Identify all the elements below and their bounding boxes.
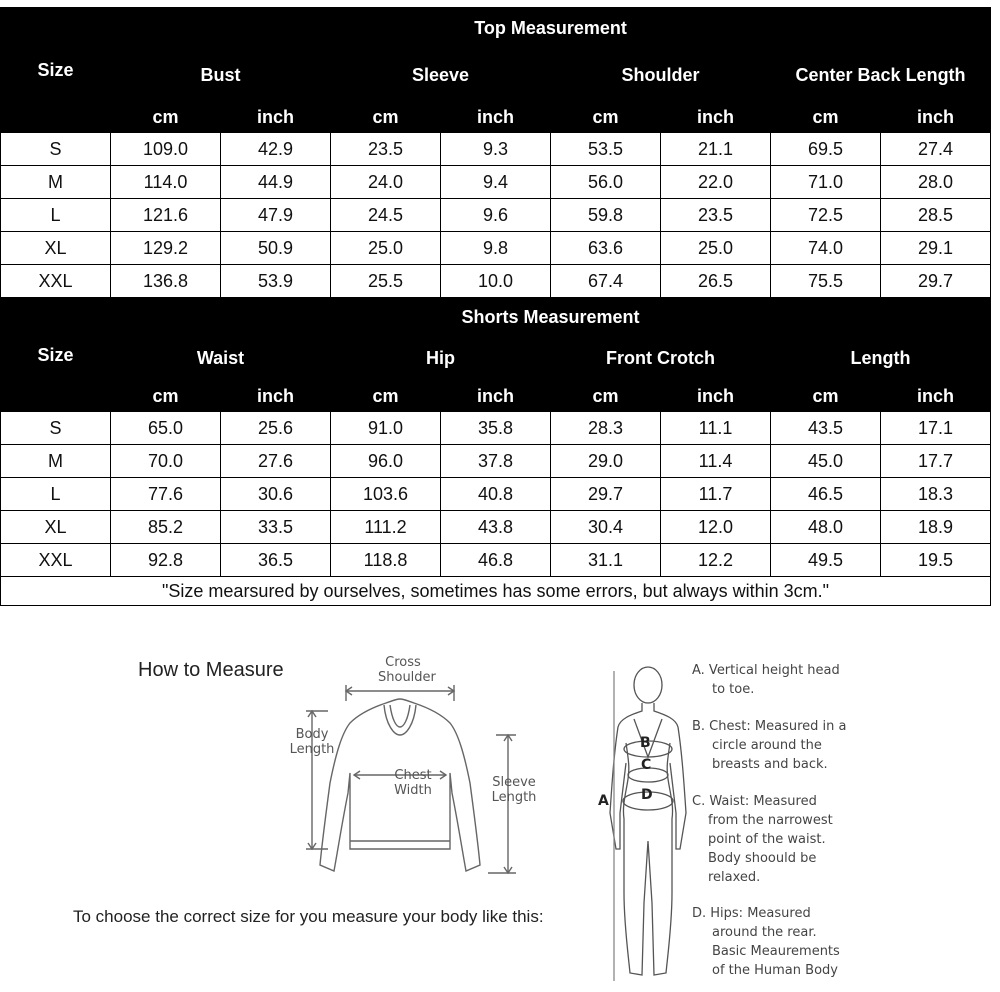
value-cell: 21.1 — [661, 133, 771, 166]
unit-header: inch — [661, 102, 771, 133]
value-cell: 29.1 — [881, 232, 991, 265]
value-cell: 46.8 — [441, 544, 551, 577]
value-cell: 74.0 — [771, 232, 881, 265]
description-line: circle around the — [712, 738, 822, 753]
label-line: Length — [289, 742, 335, 757]
letter-c-label: C — [641, 757, 652, 773]
value-cell: 43.5 — [771, 412, 881, 445]
table-row — [1, 544, 991, 577]
table-title: Shorts Measurement — [111, 299, 991, 336]
body-length-label — [284, 727, 340, 757]
value-cell: 46.5 — [771, 478, 881, 511]
value-cell: 28.0 — [881, 166, 991, 199]
value-cell: 49.5 — [771, 544, 881, 577]
size-cell: L — [1, 199, 111, 232]
value-cell: 63.6 — [551, 232, 661, 265]
value-cell: 118.8 — [331, 544, 441, 577]
description-line: A. Vertical height head — [692, 663, 840, 678]
value-cell: 70.0 — [111, 445, 221, 478]
value-cell: 45.0 — [771, 445, 881, 478]
description-c — [692, 792, 833, 887]
value-cell: 28.3 — [551, 412, 661, 445]
size-cell: XL — [1, 232, 111, 265]
value-cell: 17.7 — [881, 445, 991, 478]
value-cell: 28.5 — [881, 199, 991, 232]
letter-b-label: B — [640, 735, 651, 751]
value-cell: 72.5 — [771, 199, 881, 232]
value-cell: 56.0 — [551, 166, 661, 199]
shorts-table-body — [1, 412, 991, 577]
unit-header: inch — [661, 381, 771, 412]
value-cell: 12.2 — [661, 544, 771, 577]
value-cell: 12.0 — [661, 511, 771, 544]
sleeve-length-label — [486, 775, 542, 805]
value-cell: 69.5 — [771, 133, 881, 166]
how-to-measure-section — [0, 645, 1000, 992]
unit-header: cm — [551, 102, 661, 133]
value-cell: 40.8 — [441, 478, 551, 511]
unit-header: inch — [441, 102, 551, 133]
value-cell: 23.5 — [661, 199, 771, 232]
value-cell: 109.0 — [111, 133, 221, 166]
table-row — [1, 133, 991, 166]
label-line: Shoulder — [378, 670, 436, 685]
size-cell: M — [1, 445, 111, 478]
unit-header: inch — [221, 381, 331, 412]
value-cell: 9.3 — [441, 133, 551, 166]
column-group-header: Hip — [331, 336, 551, 381]
cross-shoulder-label — [378, 655, 436, 685]
table-row — [1, 232, 991, 265]
value-cell: 26.5 — [661, 265, 771, 298]
value-cell: 43.8 — [441, 511, 551, 544]
description-line: breasts and back. — [712, 757, 828, 772]
top-table-body — [1, 133, 991, 298]
table-row — [1, 412, 991, 445]
size-chart — [0, 7, 990, 606]
value-cell: 30.6 — [221, 478, 331, 511]
table-title: Top Measurement — [111, 8, 991, 49]
label-line: Body — [295, 727, 329, 742]
description-line: B. Chest: Measured in a — [692, 719, 847, 734]
value-cell: 35.8 — [441, 412, 551, 445]
value-cell: 85.2 — [111, 511, 221, 544]
value-cell: 129.2 — [111, 232, 221, 265]
value-cell: 25.0 — [331, 232, 441, 265]
description-line: point of the waist. — [708, 832, 826, 847]
value-cell: 10.0 — [441, 265, 551, 298]
value-cell: 27.4 — [881, 133, 991, 166]
value-cell: 59.8 — [551, 199, 661, 232]
value-cell: 11.4 — [661, 445, 771, 478]
value-cell: 25.0 — [661, 232, 771, 265]
value-cell: 121.6 — [111, 199, 221, 232]
size-cell: L — [1, 478, 111, 511]
size-cell: XL — [1, 511, 111, 544]
value-cell: 111.2 — [331, 511, 441, 544]
value-cell: 29.7 — [881, 265, 991, 298]
value-cell: 67.4 — [551, 265, 661, 298]
value-cell: 37.8 — [441, 445, 551, 478]
value-cell: 30.4 — [551, 511, 661, 544]
value-cell: 53.5 — [551, 133, 661, 166]
value-cell: 53.9 — [221, 265, 331, 298]
value-cell: 114.0 — [111, 166, 221, 199]
value-cell: 33.5 — [221, 511, 331, 544]
table-row — [1, 265, 991, 298]
size-cell: XXL — [1, 265, 111, 298]
unit-header: cm — [771, 102, 881, 133]
letter-a-label: A — [598, 793, 609, 809]
value-cell: 47.9 — [221, 199, 331, 232]
value-cell: 17.1 — [881, 412, 991, 445]
measurement-note: "Size mearsured by ourselves, sometimes has some errors, but always within 3cm." — [1, 577, 991, 606]
column-group-header: Waist — [111, 336, 331, 381]
description-line: Basic Meaurements — [712, 944, 840, 959]
size-cell: M — [1, 166, 111, 199]
value-cell: 23.5 — [331, 133, 441, 166]
body-figure-icon — [590, 653, 690, 988]
top-measurement-table — [0, 7, 991, 298]
value-cell: 25.6 — [221, 412, 331, 445]
value-cell: 50.9 — [221, 232, 331, 265]
value-cell: 25.5 — [331, 265, 441, 298]
description-line: D. Hips: Measured — [692, 906, 811, 921]
value-cell: 18.3 — [881, 478, 991, 511]
column-group-header: Bust — [111, 49, 331, 102]
value-cell: 9.6 — [441, 199, 551, 232]
value-cell: 91.0 — [331, 412, 441, 445]
value-cell: 36.5 — [221, 544, 331, 577]
description-a — [692, 661, 840, 699]
letter-d-label: D — [641, 787, 653, 803]
value-cell: 71.0 — [771, 166, 881, 199]
description-d — [692, 904, 840, 980]
instruction-text: To choose the correct size for you measure your body like this: — [73, 907, 544, 926]
value-cell: 29.7 — [551, 478, 661, 511]
description-line: relaxed. — [708, 870, 761, 885]
column-group-header: Sleeve — [331, 49, 551, 102]
label-line: Chest — [394, 768, 432, 783]
unit-header: cm — [331, 381, 441, 412]
unit-header: inch — [881, 381, 991, 412]
unit-header: cm — [331, 102, 441, 133]
value-cell: 75.5 — [771, 265, 881, 298]
unit-header: cm — [771, 381, 881, 412]
description-line: Body shoould be — [708, 851, 817, 866]
value-cell: 24.5 — [331, 199, 441, 232]
value-cell: 103.6 — [331, 478, 441, 511]
label-line: Length — [491, 790, 537, 805]
table-row — [1, 199, 991, 232]
description-line: from the narrowest — [708, 813, 833, 828]
unit-header: cm — [111, 102, 221, 133]
value-cell: 22.0 — [661, 166, 771, 199]
size-header: Size — [1, 299, 111, 412]
label-line: Width — [394, 783, 432, 798]
unit-header: inch — [221, 102, 331, 133]
unit-header: inch — [881, 102, 991, 133]
description-line: of the Human Body — [712, 963, 838, 978]
description-b — [692, 717, 846, 774]
unit-header: cm — [111, 381, 221, 412]
value-cell: 9.8 — [441, 232, 551, 265]
value-cell: 9.4 — [441, 166, 551, 199]
shorts-measurement-table — [0, 298, 991, 606]
value-cell: 27.6 — [221, 445, 331, 478]
value-cell: 96.0 — [331, 445, 441, 478]
value-cell: 11.7 — [661, 478, 771, 511]
unit-header: inch — [441, 381, 551, 412]
table-row — [1, 445, 991, 478]
description-line: to toe. — [712, 682, 755, 697]
size-header: Size — [1, 8, 111, 133]
value-cell: 44.9 — [221, 166, 331, 199]
column-group-header: Front Crotch — [551, 336, 771, 381]
description-line: C. Waist: Measured — [692, 794, 817, 809]
column-group-header: Shoulder — [551, 49, 771, 102]
value-cell: 18.9 — [881, 511, 991, 544]
how-to-measure-title: How to Measure — [138, 659, 284, 681]
chest-width-label — [388, 768, 438, 798]
table-row — [1, 478, 991, 511]
unit-header: cm — [551, 381, 661, 412]
table-row — [1, 166, 991, 199]
value-cell: 29.0 — [551, 445, 661, 478]
value-cell: 19.5 — [881, 544, 991, 577]
value-cell: 31.1 — [551, 544, 661, 577]
column-group-header: Length — [771, 336, 991, 381]
value-cell: 11.1 — [661, 412, 771, 445]
size-cell: S — [1, 412, 111, 445]
value-cell: 92.8 — [111, 544, 221, 577]
size-cell: S — [1, 133, 111, 166]
value-cell: 77.6 — [111, 478, 221, 511]
label-line: Cross — [385, 655, 421, 670]
value-cell: 42.9 — [221, 133, 331, 166]
value-cell: 65.0 — [111, 412, 221, 445]
column-group-header: Center Back Length — [771, 49, 991, 102]
value-cell: 48.0 — [771, 511, 881, 544]
value-cell: 136.8 — [111, 265, 221, 298]
table-row — [1, 511, 991, 544]
value-cell: 24.0 — [331, 166, 441, 199]
description-line: around the rear. — [712, 925, 817, 940]
size-cell: XXL — [1, 544, 111, 577]
label-line: Sleeve — [492, 775, 536, 790]
